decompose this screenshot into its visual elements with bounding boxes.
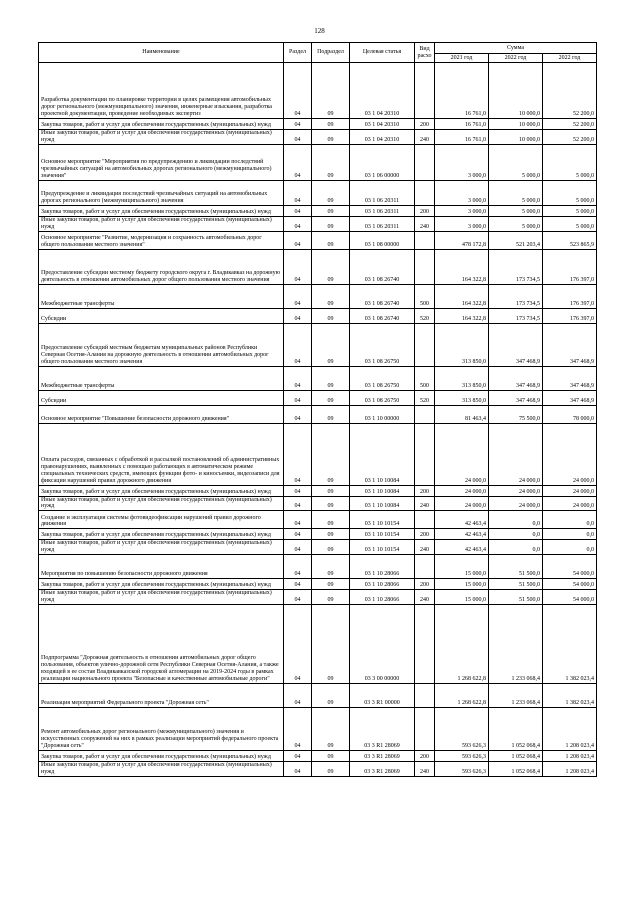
cell-name: Закупка товаров, работ и услуг для обеспечения государственных (муниципальных) нужд [39, 579, 284, 590]
cell-type [415, 683, 435, 707]
cell-v3: 5 000,0 [543, 216, 597, 231]
cell-subsection: 09 [312, 323, 350, 366]
cell-subsection: 09 [312, 180, 350, 205]
cell-name: Закупка товаров, работ и услуг для обеспечения государственных (муниципальных) нужд [39, 119, 284, 130]
cell-target: 03 1 08 26740 [350, 284, 415, 308]
cell-subsection: 09 [312, 707, 350, 750]
cell-name: Создание и эксплуатация системы фотовидеофиксации нарушений правил дорожного движения [39, 511, 284, 529]
cell-type [415, 323, 435, 366]
table-row [39, 511, 597, 529]
cell-section: 04 [284, 63, 312, 119]
cell-name: Оплата расходов, связанных с обработкой и рассылкой постановлений об административных правонарушениях, выявленных с помощью работающих в автоматическом режиме специальных технических средств, имеющих функции фото- и киносъемки, видеозаписи для фиксации нарушений правил дорожного движения [39, 423, 284, 485]
cell-type: 240 [415, 540, 435, 555]
cell-target: 03 1 08 00000 [350, 231, 415, 249]
cell-section: 04 [284, 707, 312, 750]
cell-name: Предоставление субсидии местному бюджету городского округа г. Владикавказ на дорожную деятельность в отношении автомобильных дорог общего пользования местного значения [39, 249, 284, 284]
cell-type: 240 [415, 590, 435, 605]
table-row [39, 216, 597, 231]
cell-target: 03 1 10 10154 [350, 540, 415, 555]
table-row [39, 366, 597, 390]
cell-target: 03 1 10 10154 [350, 529, 415, 540]
header-subsection: Подраздел [312, 43, 350, 63]
page-number: 128 [314, 27, 325, 35]
cell-v3: 1 208 023,4 [543, 750, 597, 761]
cell-type [415, 423, 435, 485]
cell-v1: 24 000,0 [435, 485, 489, 496]
cell-v1: 313 850,0 [435, 323, 489, 366]
table-row [39, 555, 597, 579]
header-year-2021: 2021 год [435, 54, 489, 63]
cell-v2: 51 500,0 [489, 590, 543, 605]
cell-v1: 164 322,8 [435, 249, 489, 284]
cell-subsection: 09 [312, 750, 350, 761]
cell-v1: 3 000,0 [435, 216, 489, 231]
cell-target: 03 1 10 00000 [350, 405, 415, 423]
table-row [39, 540, 597, 555]
cell-section: 04 [284, 390, 312, 405]
cell-subsection: 09 [312, 231, 350, 249]
table-row [39, 579, 597, 590]
cell-v2: 173 734,5 [489, 284, 543, 308]
cell-section: 04 [284, 366, 312, 390]
cell-v3: 78 000,0 [543, 405, 597, 423]
cell-section: 04 [284, 683, 312, 707]
cell-section: 04 [284, 308, 312, 323]
table-row [39, 308, 597, 323]
cell-v1: 15 000,0 [435, 579, 489, 590]
cell-v3: 0,0 [543, 529, 597, 540]
cell-name: Межбюджетные трансферты [39, 366, 284, 390]
cell-name: Субсидии [39, 308, 284, 323]
cell-v2: 1 052 068,4 [489, 750, 543, 761]
header-section: Раздел [284, 43, 312, 63]
cell-target: 03 1 04 20310 [350, 119, 415, 130]
table-row [39, 144, 597, 180]
cell-type [415, 63, 435, 119]
cell-v3: 54 000,0 [543, 590, 597, 605]
cell-subsection: 09 [312, 284, 350, 308]
cell-section: 04 [284, 284, 312, 308]
cell-v2: 521 203,4 [489, 231, 543, 249]
cell-v2: 24 000,0 [489, 496, 543, 511]
cell-type: 200 [415, 750, 435, 761]
cell-name: Иные закупки товаров, работ и услуг для обеспечения государственных (муниципальных) нужд [39, 761, 284, 776]
cell-v3: 1 208 023,4 [543, 707, 597, 750]
cell-name: Подпрограмма "Дорожная деятельность в отношении автомобильных дорог общего пользования, объектов улично-дорожной сети Республики Северная Осетия-Алания, а также входящей в ее состав Владикавказской городской агломерации на 2019-2024 годы в рамках реализации национального проекта "Безопасные и качественные автомобильные дороги" [39, 604, 284, 683]
cell-v2: 75 500,0 [489, 405, 543, 423]
cell-name: Закупка товаров, работ и услуг для обеспечения государственных (муниципальных) нужд [39, 485, 284, 496]
cell-subsection: 09 [312, 405, 350, 423]
cell-v3: 52 200,0 [543, 130, 597, 145]
cell-type [415, 144, 435, 180]
cell-v1: 42 463,4 [435, 540, 489, 555]
cell-target: 03 1 10 28066 [350, 579, 415, 590]
cell-v2: 24 000,0 [489, 485, 543, 496]
cell-v2: 173 734,5 [489, 308, 543, 323]
cell-v3: 347 468,9 [543, 366, 597, 390]
table-row [39, 205, 597, 216]
cell-v3: 5 000,0 [543, 180, 597, 205]
table-row [39, 130, 597, 145]
cell-v3: 176 397,0 [543, 308, 597, 323]
table-row [39, 423, 597, 485]
cell-v2: 10 000,0 [489, 119, 543, 130]
cell-v3: 1 208 023,4 [543, 761, 597, 776]
cell-subsection: 09 [312, 205, 350, 216]
cell-type: 200 [415, 529, 435, 540]
header-expense-type-line2: расхо [417, 52, 432, 59]
cell-section: 04 [284, 761, 312, 776]
cell-subsection: 09 [312, 119, 350, 130]
cell-subsection: 09 [312, 761, 350, 776]
cell-target: 03 1 10 10084 [350, 485, 415, 496]
table-row [39, 496, 597, 511]
cell-name: Межбюджетные трансферты [39, 284, 284, 308]
cell-v2: 5 000,0 [489, 180, 543, 205]
cell-section: 04 [284, 323, 312, 366]
cell-v3: 54 000,0 [543, 555, 597, 579]
cell-subsection: 09 [312, 496, 350, 511]
cell-v3: 24 000,0 [543, 423, 597, 485]
cell-type [415, 604, 435, 683]
cell-v2: 347 468,9 [489, 323, 543, 366]
cell-subsection: 09 [312, 423, 350, 485]
cell-target: 03 1 08 26750 [350, 323, 415, 366]
cell-subsection: 09 [312, 485, 350, 496]
cell-v3: 1 382 023,4 [543, 604, 597, 683]
cell-target: 03 1 08 26750 [350, 390, 415, 405]
cell-type [415, 231, 435, 249]
cell-name: Субсидии [39, 390, 284, 405]
cell-v2: 1 052 068,4 [489, 707, 543, 750]
cell-v1: 3 000,0 [435, 180, 489, 205]
cell-v1: 478 172,8 [435, 231, 489, 249]
cell-v1: 16 761,0 [435, 130, 489, 145]
cell-v1: 3 000,0 [435, 144, 489, 180]
cell-v2: 1 233 068,4 [489, 683, 543, 707]
table-row [39, 707, 597, 750]
cell-target: 03 1 10 10154 [350, 511, 415, 529]
cell-type: 200 [415, 205, 435, 216]
cell-v1: 164 322,8 [435, 308, 489, 323]
cell-v1: 15 000,0 [435, 590, 489, 605]
cell-v1: 3 000,0 [435, 205, 489, 216]
cell-section: 04 [284, 205, 312, 216]
cell-v1: 1 268 622,8 [435, 683, 489, 707]
cell-section: 04 [284, 405, 312, 423]
cell-target: 03 3 R1 28069 [350, 761, 415, 776]
cell-target: 03 1 10 28066 [350, 590, 415, 605]
cell-target: 03 1 08 26750 [350, 366, 415, 390]
cell-section: 04 [284, 423, 312, 485]
cell-subsection: 09 [312, 540, 350, 555]
cell-v2: 0,0 [489, 529, 543, 540]
table-row [39, 390, 597, 405]
cell-name: Основное мероприятие "Развитие, модернизация и сохранность автомобильных дорог общего пользования местного значения" [39, 231, 284, 249]
cell-v3: 24 000,0 [543, 496, 597, 511]
header-year-2022b: 2022 год [543, 54, 597, 63]
cell-subsection: 09 [312, 390, 350, 405]
cell-subsection: 09 [312, 216, 350, 231]
cell-subsection: 09 [312, 529, 350, 540]
cell-v1: 24 000,0 [435, 496, 489, 511]
cell-name: Реализация мероприятий Федерального проекта "Дорожная сеть" [39, 683, 284, 707]
table-row [39, 284, 597, 308]
cell-v2: 5 000,0 [489, 216, 543, 231]
cell-name: Предупреждение и ликвидация последствий чрезвычайных ситуаций на автомобильных дорогах регионального (межмуниципального) значения [39, 180, 284, 205]
cell-target: 03 1 06 20311 [350, 180, 415, 205]
cell-name: Мероприятия по повышению безопасности дорожного движения [39, 555, 284, 579]
cell-name: Закупка товаров, работ и услуг для обеспечения государственных (муниципальных) нужд [39, 750, 284, 761]
cell-v2: 5 000,0 [489, 144, 543, 180]
cell-section: 04 [284, 496, 312, 511]
cell-name: Закупка товаров, работ и услуг для обеспечения государственных (муниципальных) нужд [39, 205, 284, 216]
cell-section: 04 [284, 511, 312, 529]
cell-type: 240 [415, 130, 435, 145]
cell-type: 240 [415, 496, 435, 511]
header-year-2022a: 2022 год [489, 54, 543, 63]
cell-v1: 1 268 622,8 [435, 604, 489, 683]
table-row [39, 590, 597, 605]
cell-v2: 1 052 068,4 [489, 761, 543, 776]
cell-v3: 0,0 [543, 511, 597, 529]
cell-name: Закупка товаров, работ и услуг для обеспечения государственных (муниципальных) нужд [39, 529, 284, 540]
cell-subsection: 09 [312, 63, 350, 119]
cell-v1: 15 000,0 [435, 555, 489, 579]
cell-v2: 51 500,0 [489, 555, 543, 579]
cell-name: Ремонт автомобильных дорог регионального (межмуниципального) значения и искусственных сооружений на них в рамках реализации мероприятий федерального проекта "Дорожная сеть" [39, 707, 284, 750]
cell-target: 03 3 00 00000 [350, 604, 415, 683]
table-row [39, 750, 597, 761]
cell-name: Иные закупки товаров, работ и услуг для обеспечения государственных (муниципальных) нужд [39, 540, 284, 555]
cell-type [415, 249, 435, 284]
cell-type: 200 [415, 119, 435, 130]
cell-type: 500 [415, 366, 435, 390]
cell-v3: 54 000,0 [543, 579, 597, 590]
cell-section: 04 [284, 579, 312, 590]
cell-section: 04 [284, 216, 312, 231]
cell-target: 03 3 R1 00000 [350, 683, 415, 707]
table-body [39, 63, 597, 777]
cell-section: 04 [284, 485, 312, 496]
cell-type: 520 [415, 308, 435, 323]
cell-type: 200 [415, 579, 435, 590]
cell-type [415, 511, 435, 529]
cell-target: 03 1 06 20311 [350, 205, 415, 216]
cell-v3: 24 000,0 [543, 485, 597, 496]
cell-section: 04 [284, 555, 312, 579]
cell-name: Иные закупки товаров, работ и услуг для обеспечения государственных (муниципальных) нужд [39, 130, 284, 145]
cell-v2: 173 734,5 [489, 249, 543, 284]
cell-section: 04 [284, 130, 312, 145]
cell-v1: 593 626,3 [435, 761, 489, 776]
cell-subsection: 09 [312, 604, 350, 683]
cell-v2: 1 233 068,4 [489, 604, 543, 683]
cell-v1: 593 626,3 [435, 750, 489, 761]
header-name: Наименование [39, 43, 284, 63]
cell-name: Основное мероприятие "Мероприятия по предупреждению и ликвидации последствий чрезвычайных ситуаций на автомобильных дорогах регионального (межмуниципального) значения" [39, 144, 284, 180]
cell-v2: 10 000,0 [489, 63, 543, 119]
cell-v1: 16 761,0 [435, 119, 489, 130]
cell-subsection: 09 [312, 579, 350, 590]
cell-v1: 42 463,4 [435, 511, 489, 529]
cell-target: 03 3 R1 28069 [350, 707, 415, 750]
table-header [39, 43, 597, 63]
cell-subsection: 09 [312, 555, 350, 579]
cell-name: Предоставление субсидий местным бюджетам муниципальных районов Республики Северная Осетия-Алания на дорожную деятельность в отношении автомобильных дорог общего пользования местного значения [39, 323, 284, 366]
cell-section: 04 [284, 540, 312, 555]
cell-v1: 313 850,0 [435, 366, 489, 390]
table-row [39, 761, 597, 776]
cell-target: 03 1 10 28066 [350, 555, 415, 579]
cell-type: 200 [415, 485, 435, 496]
table-row [39, 485, 597, 496]
cell-target: 03 1 10 10084 [350, 496, 415, 511]
cell-v1: 313 850,0 [435, 390, 489, 405]
cell-v2: 0,0 [489, 511, 543, 529]
cell-v3: 5 000,0 [543, 205, 597, 216]
cell-v3: 1 382 023,4 [543, 683, 597, 707]
table-row [39, 63, 597, 119]
cell-v1: 593 626,3 [435, 707, 489, 750]
cell-v1: 24 000,0 [435, 423, 489, 485]
cell-subsection: 09 [312, 366, 350, 390]
cell-section: 04 [284, 180, 312, 205]
cell-target: 03 1 08 26740 [350, 249, 415, 284]
cell-subsection: 09 [312, 130, 350, 145]
cell-target: 03 1 06 20311 [350, 216, 415, 231]
table-row [39, 529, 597, 540]
budget-table [38, 42, 597, 777]
cell-v3: 347 468,9 [543, 390, 597, 405]
cell-v2: 10 000,0 [489, 130, 543, 145]
cell-v3: 52 200,0 [543, 63, 597, 119]
cell-target: 03 1 04 20310 [350, 130, 415, 145]
header-sum: Сумма [435, 43, 597, 54]
cell-section: 04 [284, 604, 312, 683]
cell-section: 04 [284, 529, 312, 540]
cell-target: 03 1 08 26740 [350, 308, 415, 323]
table-row [39, 180, 597, 205]
cell-v3: 523 865,9 [543, 231, 597, 249]
cell-subsection: 09 [312, 590, 350, 605]
cell-v2: 24 000,0 [489, 423, 543, 485]
cell-v3: 5 000,0 [543, 144, 597, 180]
cell-subsection: 09 [312, 308, 350, 323]
table-row [39, 249, 597, 284]
cell-type: 500 [415, 284, 435, 308]
cell-subsection: 09 [312, 683, 350, 707]
cell-v3: 0,0 [543, 540, 597, 555]
table-row [39, 119, 597, 130]
cell-type [415, 555, 435, 579]
cell-v3: 176 397,0 [543, 284, 597, 308]
cell-v2: 347 468,9 [489, 390, 543, 405]
cell-v1: 42 463,4 [435, 529, 489, 540]
cell-name: Иные закупки товаров, работ и услуг для обеспечения государственных (муниципальных) нужд [39, 496, 284, 511]
header-target: Целевая статья [350, 43, 415, 63]
table-row [39, 604, 597, 683]
table-row [39, 405, 597, 423]
cell-subsection: 09 [312, 144, 350, 180]
cell-v3: 347 468,9 [543, 323, 597, 366]
cell-section: 04 [284, 144, 312, 180]
cell-v1: 81 463,4 [435, 405, 489, 423]
cell-target: 03 1 10 10084 [350, 423, 415, 485]
cell-v2: 0,0 [489, 540, 543, 555]
cell-subsection: 09 [312, 249, 350, 284]
cell-section: 04 [284, 590, 312, 605]
header-expense-type-line1: Вид [419, 45, 430, 52]
cell-v2: 347 468,9 [489, 366, 543, 390]
cell-v2: 5 000,0 [489, 205, 543, 216]
cell-target: 03 1 06 00000 [350, 144, 415, 180]
cell-name: Иные закупки товаров, работ и услуг для обеспечения государственных (муниципальных) нужд [39, 216, 284, 231]
cell-type: 240 [415, 216, 435, 231]
cell-v1: 164 322,8 [435, 284, 489, 308]
cell-type: 240 [415, 761, 435, 776]
header-expense-type [415, 43, 435, 63]
cell-v1: 16 761,0 [435, 63, 489, 119]
cell-v3: 176 397,0 [543, 249, 597, 284]
cell-section: 04 [284, 750, 312, 761]
cell-target: 03 1 04 20310 [350, 63, 415, 119]
cell-type [415, 405, 435, 423]
cell-type [415, 180, 435, 205]
table-row [39, 323, 597, 366]
cell-name: Иные закупки товаров, работ и услуг для обеспечения государственных (муниципальных) нужд [39, 590, 284, 605]
cell-type [415, 707, 435, 750]
cell-section: 04 [284, 249, 312, 284]
cell-type: 520 [415, 390, 435, 405]
cell-section: 04 [284, 119, 312, 130]
cell-name: Основное мероприятие "Повышение безопасности дорожного движения" [39, 405, 284, 423]
cell-name: Разработка документации по планировке территории в целях размещения автомобильных дорог регионального (межмуниципального) значения, инженерные изыскания, разработка проектной документации, проведение необходимых экспертиз [39, 63, 284, 119]
cell-v2: 51 500,0 [489, 579, 543, 590]
cell-v3: 52 200,0 [543, 119, 597, 130]
cell-section: 04 [284, 231, 312, 249]
cell-target: 03 3 R1 28069 [350, 750, 415, 761]
cell-subsection: 09 [312, 511, 350, 529]
table-row [39, 683, 597, 707]
table-row [39, 231, 597, 249]
